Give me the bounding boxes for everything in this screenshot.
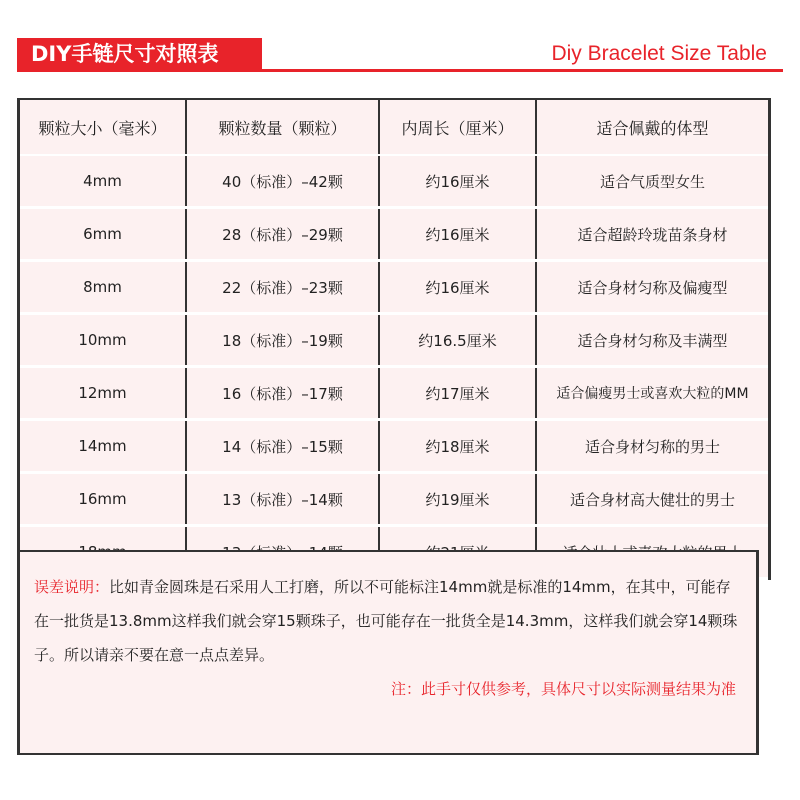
- cell-circumference: 约17厘米: [379, 367, 536, 420]
- error-notes-panel: [17, 550, 759, 755]
- error-notes-label: 误差说明：: [34, 578, 110, 596]
- cell-circumference: 约16厘米: [379, 261, 536, 314]
- cell-body-type: 适合身材匀称及偏瘦型: [536, 261, 768, 314]
- cell-body-type: 适合身材高大健壮的男士: [536, 473, 768, 526]
- error-notes-text: [34, 570, 744, 672]
- table-row: [20, 367, 768, 420]
- size-table-container: [17, 98, 771, 580]
- cell-circumference: 约16厘米: [379, 155, 536, 208]
- cell-bead-size: 6mm: [20, 208, 186, 261]
- reference-note: 注：此手寸仅供参考，具体尺寸以实际测量结果为准: [390, 680, 736, 698]
- cell-bead-size: 10mm: [20, 314, 186, 367]
- cell-circumference: 约16厘米: [379, 208, 536, 261]
- table-row: [20, 473, 768, 526]
- cell-bead-count: 14（标准）–15颗: [186, 420, 379, 473]
- cell-bead-count: 16（标准）–17颗: [186, 367, 379, 420]
- column-header-bead-count: 颗粒数量（颗粒）: [186, 99, 379, 155]
- cell-bead-count: 13（标准）–14颗: [186, 473, 379, 526]
- column-header-body-type: 适合佩戴的体型: [536, 99, 768, 155]
- table-row: [20, 155, 768, 208]
- cell-circumference: 约18厘米: [379, 420, 536, 473]
- cell-body-type: 适合偏瘦男士或喜欢大粒的MM: [536, 367, 768, 420]
- column-header-inner-circumference: 内周长（厘米）: [379, 99, 536, 155]
- cell-bead-size: 14mm: [20, 420, 186, 473]
- cell-bead-size: 4mm: [20, 155, 186, 208]
- page-subtitle: Diy Bracelet Size Table: [551, 42, 767, 65]
- table-row: [20, 261, 768, 314]
- error-notes-body: 比如青金圆珠是石采用人工打磨，所以不可能标注14mm就是标准的14mm，在其中，可能存在一批货是13.8mm这样我们就会穿15颗珠子，也可能存在一批货全是14.3mm，这样我们就会穿14颗珠子。所以请亲不要在意一点点差异。: [34, 578, 738, 664]
- table-row: [20, 314, 768, 367]
- table-header-row: [20, 99, 768, 155]
- cell-circumference: 约19厘米: [379, 473, 536, 526]
- cell-body-type: 适合身材匀称的男士: [536, 420, 768, 473]
- size-table: [20, 98, 768, 580]
- cell-bead-count: 28（标准）–29颗: [186, 208, 379, 261]
- cell-bead-size: 8mm: [20, 261, 186, 314]
- cell-body-type: 适合气质型女生: [536, 155, 768, 208]
- cell-bead-count: 40（标准）–42颗: [186, 155, 379, 208]
- cell-bead-count: 22（标准）–23颗: [186, 261, 379, 314]
- cell-circumference: 约16.5厘米: [379, 314, 536, 367]
- table-row: [20, 208, 768, 261]
- header-divider: [17, 69, 783, 72]
- cell-body-type: 适合超龄玲珑苗条身材: [536, 208, 768, 261]
- cell-body-type: 适合身材匀称及丰满型: [536, 314, 768, 367]
- cell-bead-count: 18（标准）–19颗: [186, 314, 379, 367]
- page-title: DIY手链尺寸对照表: [17, 38, 262, 70]
- cell-bead-size: 12mm: [20, 367, 186, 420]
- table-row: [20, 420, 768, 473]
- column-header-bead-size: 颗粒大小（毫米）: [20, 99, 186, 155]
- header-bar: [17, 38, 783, 70]
- cell-bead-size: 16mm: [20, 473, 186, 526]
